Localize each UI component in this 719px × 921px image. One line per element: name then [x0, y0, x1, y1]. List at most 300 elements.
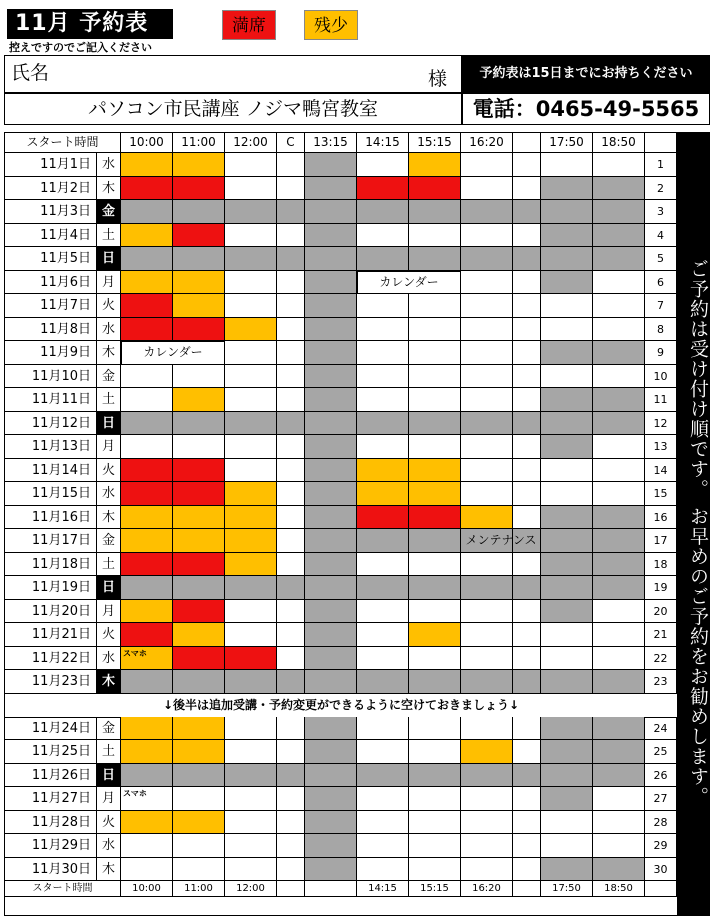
slot-cell[interactable]	[277, 388, 305, 412]
row-date: 11月17日	[5, 529, 97, 553]
slot-cell	[357, 459, 409, 483]
slot-cell	[357, 200, 409, 224]
slot-cell	[225, 670, 277, 694]
slot-cell[interactable]	[513, 647, 541, 671]
slot-cell	[305, 600, 357, 624]
slot-cell[interactable]	[225, 623, 277, 647]
row-number: 19	[645, 576, 677, 600]
slot-cell	[173, 623, 225, 647]
row-weekday: 水	[97, 482, 121, 506]
slot-cell[interactable]	[461, 553, 513, 577]
row-date: 11月28日	[5, 811, 97, 835]
slot-cell[interactable]	[225, 858, 277, 882]
smartphone-tag: スマホ	[123, 648, 147, 658]
slot-cell	[225, 247, 277, 271]
slot-cell[interactable]	[513, 341, 541, 365]
slot-cell[interactable]	[461, 858, 513, 882]
divider-note: ↓後半は追加受講・予約変更ができるように空けておきましょう↓	[5, 694, 677, 718]
slot-cell[interactable]	[513, 482, 541, 506]
slot-cell[interactable]	[513, 388, 541, 412]
slot-cell[interactable]	[593, 811, 645, 835]
slot-cell[interactable]	[225, 365, 277, 389]
slot-cell[interactable]	[121, 388, 173, 412]
row-date: 11月25日	[5, 740, 97, 764]
slot-cell[interactable]	[277, 787, 305, 811]
slot-cell	[541, 576, 593, 600]
slot-cell[interactable]	[541, 623, 593, 647]
slot-cell	[305, 647, 357, 671]
slot-cell	[593, 388, 645, 412]
row-weekday: 月	[97, 435, 121, 459]
slot-cell[interactable]	[461, 435, 513, 459]
slot-cell[interactable]	[409, 834, 461, 858]
slot-cell[interactable]	[277, 224, 305, 248]
slot-cell[interactable]	[513, 224, 541, 248]
slot-cell[interactable]	[541, 647, 593, 671]
row-weekday: 土	[97, 553, 121, 577]
slot-cell[interactable]	[277, 177, 305, 201]
slot-cell[interactable]	[277, 811, 305, 835]
slot-cell	[173, 294, 225, 318]
slot-cell[interactable]	[513, 459, 541, 483]
name-label: 氏名	[11, 62, 50, 84]
slot-cell[interactable]	[357, 153, 409, 177]
slot-cell[interactable]	[357, 787, 409, 811]
row-number: 15	[645, 482, 677, 506]
slot-cell[interactable]	[513, 717, 541, 741]
slot-cell	[541, 247, 593, 271]
row-number: 25	[645, 740, 677, 764]
slot-cell[interactable]	[513, 787, 541, 811]
header-time	[513, 133, 541, 153]
slot-cell[interactable]	[513, 600, 541, 624]
row-date: 11月8日	[5, 318, 97, 342]
slot-cell[interactable]	[225, 787, 277, 811]
slot-cell[interactable]	[357, 717, 409, 741]
slot-cell[interactable]	[409, 365, 461, 389]
row-number: 13	[645, 435, 677, 459]
slot-cell[interactable]	[357, 834, 409, 858]
slot-cell[interactable]	[277, 341, 305, 365]
slot-cell[interactable]	[277, 294, 305, 318]
slot-cell	[173, 670, 225, 694]
slot-cell[interactable]	[541, 294, 593, 318]
row-number: 20	[645, 600, 677, 624]
slot-cell	[121, 811, 173, 835]
slot-cell[interactable]	[173, 834, 225, 858]
slot-cell	[541, 787, 593, 811]
slot-cell	[173, 412, 225, 436]
slot-cell	[541, 670, 593, 694]
slot-cell[interactable]	[357, 365, 409, 389]
page-title: 11月 予約表	[7, 9, 173, 39]
slot-cell[interactable]	[461, 341, 513, 365]
slot-cell[interactable]	[277, 271, 305, 295]
slot-cell	[121, 318, 173, 342]
slot-cell[interactable]	[593, 623, 645, 647]
slot-cell[interactable]	[593, 153, 645, 177]
slot-cell[interactable]	[513, 623, 541, 647]
slot-cell[interactable]	[225, 177, 277, 201]
slot-cell[interactable]	[461, 787, 513, 811]
slot-cell[interactable]	[277, 318, 305, 342]
slot-cell[interactable]	[225, 388, 277, 412]
slot-cell	[357, 576, 409, 600]
slot-cell[interactable]	[357, 623, 409, 647]
slot-cell[interactable]	[173, 858, 225, 882]
slot-cell[interactable]	[121, 435, 173, 459]
slot-cell	[305, 553, 357, 577]
slot-cell[interactable]	[357, 553, 409, 577]
slot-cell	[305, 459, 357, 483]
slot-cell	[173, 600, 225, 624]
slot-cell[interactable]	[225, 341, 277, 365]
slot-cell[interactable]	[409, 553, 461, 577]
slot-cell[interactable]	[277, 834, 305, 858]
slot-cell	[541, 341, 593, 365]
slot-cell[interactable]	[225, 435, 277, 459]
slot-cell[interactable]	[461, 811, 513, 835]
slot-cell[interactable]	[461, 834, 513, 858]
slot-cell	[173, 247, 225, 271]
slot-cell	[357, 764, 409, 788]
row-weekday: 金	[97, 717, 121, 741]
slot-cell[interactable]	[461, 271, 513, 295]
slot-cell	[173, 177, 225, 201]
slot-cell[interactable]	[461, 717, 513, 741]
slot-cell	[409, 153, 461, 177]
row-date: 11月24日	[5, 717, 97, 741]
slot-cell[interactable]	[357, 388, 409, 412]
slot-cell[interactable]	[593, 482, 645, 506]
slot-cell	[225, 764, 277, 788]
slot-cell	[225, 506, 277, 530]
slot-cell[interactable]	[409, 435, 461, 459]
slot-cell	[305, 482, 357, 506]
slot-cell	[461, 200, 513, 224]
slot-cell[interactable]	[409, 600, 461, 624]
slot-cell	[541, 435, 593, 459]
row-weekday: 火	[97, 623, 121, 647]
slot-cell[interactable]	[225, 459, 277, 483]
slot-cell[interactable]	[461, 623, 513, 647]
slot-cell[interactable]	[513, 553, 541, 577]
slot-cell[interactable]	[173, 787, 225, 811]
footer-time: 11:00	[173, 881, 225, 897]
row-date: 11月10日	[5, 365, 97, 389]
slot-cell[interactable]	[357, 858, 409, 882]
slot-cell[interactable]	[461, 294, 513, 318]
slot-cell	[173, 224, 225, 248]
row-date: 11月5日	[5, 247, 97, 271]
slot-cell[interactable]	[173, 365, 225, 389]
slot-cell	[541, 506, 593, 530]
row-number: 4	[645, 224, 677, 248]
slot-cell[interactable]	[513, 177, 541, 201]
slot-cell[interactable]	[277, 600, 305, 624]
row-date: 11月7日	[5, 294, 97, 318]
slot-cell[interactable]	[225, 224, 277, 248]
slot-cell[interactable]	[277, 435, 305, 459]
slot-cell[interactable]	[461, 647, 513, 671]
slot-cell[interactable]	[513, 365, 541, 389]
slot-cell[interactable]	[513, 834, 541, 858]
slot-cell[interactable]	[225, 600, 277, 624]
slot-cell	[593, 224, 645, 248]
slot-cell[interactable]	[593, 787, 645, 811]
slot-cell	[277, 247, 305, 271]
slot-cell	[225, 318, 277, 342]
footer-time: 10:00	[121, 881, 173, 897]
slot-cell	[121, 740, 173, 764]
slot-cell[interactable]	[461, 459, 513, 483]
slot-cell[interactable]	[121, 858, 173, 882]
slot-cell	[305, 435, 357, 459]
slot-cell	[513, 412, 541, 436]
slot-cell	[225, 412, 277, 436]
slot-cell	[305, 412, 357, 436]
slot-cell[interactable]	[277, 153, 305, 177]
slot-cell	[305, 365, 357, 389]
slot-cell[interactable]	[357, 318, 409, 342]
slot-cell[interactable]	[593, 294, 645, 318]
slot-cell	[593, 576, 645, 600]
slot-cell	[173, 647, 225, 671]
phone-number: 電話：0465-49-5565	[462, 93, 710, 125]
slot-cell[interactable]	[357, 294, 409, 318]
slot-cell[interactable]	[461, 600, 513, 624]
slot-cell	[225, 576, 277, 600]
slot-cell	[541, 412, 593, 436]
slot-cell[interactable]	[409, 811, 461, 835]
row-weekday: 水	[97, 318, 121, 342]
footer-corner: スタート時間	[5, 881, 121, 897]
slot-cell[interactable]	[513, 740, 541, 764]
slot-cell	[173, 482, 225, 506]
slot-cell[interactable]	[409, 787, 461, 811]
slot-cell	[357, 670, 409, 694]
slot-cell[interactable]	[357, 811, 409, 835]
slot-cell[interactable]	[277, 858, 305, 882]
slot-cell[interactable]	[513, 318, 541, 342]
slot-cell[interactable]	[277, 529, 305, 553]
slot-cell[interactable]	[277, 647, 305, 671]
slot-cell	[593, 412, 645, 436]
slot-cell	[593, 764, 645, 788]
subnote: 控えですのでご記入ください	[9, 41, 152, 54]
slot-cell	[173, 576, 225, 600]
slot-cell	[121, 553, 173, 577]
slot-cell	[593, 740, 645, 764]
row-number: 9	[645, 341, 677, 365]
slot-cell	[121, 623, 173, 647]
slot-cell	[305, 271, 357, 295]
row-weekday: 月	[97, 787, 121, 811]
slot-cell	[277, 670, 305, 694]
header-time: 10:00	[121, 133, 173, 153]
slot-cell[interactable]	[593, 459, 645, 483]
deadline-notice: 予約表は15日までにお持ちください	[462, 55, 710, 93]
slot-cell[interactable]	[225, 740, 277, 764]
slot-cell[interactable]	[593, 435, 645, 459]
slot-cell	[409, 412, 461, 436]
slot-cell[interactable]	[409, 341, 461, 365]
slot-cell[interactable]	[541, 834, 593, 858]
slot-cell[interactable]	[541, 365, 593, 389]
slot-cell[interactable]	[277, 623, 305, 647]
slot-cell	[461, 576, 513, 600]
slot-cell[interactable]	[513, 435, 541, 459]
slot-cell[interactable]	[593, 647, 645, 671]
slot-cell[interactable]	[513, 153, 541, 177]
slot-cell[interactable]	[409, 388, 461, 412]
slot-cell	[225, 200, 277, 224]
slot-cell[interactable]	[461, 224, 513, 248]
row-number: 27	[645, 787, 677, 811]
row-number: 12	[645, 412, 677, 436]
row-number: 7	[645, 294, 677, 318]
slot-cell[interactable]	[513, 811, 541, 835]
slot-cell[interactable]	[225, 294, 277, 318]
row-weekday: 土	[97, 740, 121, 764]
calendar-label: カレンダー	[121, 341, 225, 365]
header-corner: スタート時間	[5, 133, 121, 153]
slot-cell	[173, 529, 225, 553]
slot-cell	[225, 553, 277, 577]
slot-cell[interactable]	[593, 365, 645, 389]
slot-cell[interactable]	[357, 647, 409, 671]
slot-cell	[513, 576, 541, 600]
slot-cell[interactable]	[225, 153, 277, 177]
row-number: 30	[645, 858, 677, 882]
footer-time: 17:50	[541, 881, 593, 897]
slot-cell[interactable]	[461, 388, 513, 412]
slot-cell	[121, 153, 173, 177]
slot-cell[interactable]	[541, 153, 593, 177]
row-number: 24	[645, 717, 677, 741]
slot-cell[interactable]	[409, 647, 461, 671]
slot-cell	[409, 247, 461, 271]
slot-cell	[541, 271, 593, 295]
slot-cell	[305, 506, 357, 530]
slot-cell[interactable]	[541, 318, 593, 342]
row-weekday: 土	[97, 224, 121, 248]
row-weekday: 火	[97, 294, 121, 318]
slot-cell[interactable]	[541, 459, 593, 483]
slot-cell[interactable]	[461, 153, 513, 177]
slot-cell[interactable]	[173, 435, 225, 459]
slot-cell[interactable]	[409, 294, 461, 318]
slot-cell[interactable]	[277, 740, 305, 764]
header-time: 18:50	[593, 133, 645, 153]
slot-cell[interactable]	[541, 482, 593, 506]
slot-cell[interactable]	[461, 177, 513, 201]
slot-cell[interactable]	[409, 717, 461, 741]
row-number: 26	[645, 764, 677, 788]
slot-cell[interactable]	[357, 740, 409, 764]
slot-cell[interactable]	[121, 365, 173, 389]
slot-cell	[357, 482, 409, 506]
slot-cell[interactable]	[277, 459, 305, 483]
slot-cell[interactable]	[409, 224, 461, 248]
slot-cell[interactable]	[225, 271, 277, 295]
slot-cell[interactable]	[409, 858, 461, 882]
slot-cell	[409, 177, 461, 201]
slot-cell[interactable]	[461, 482, 513, 506]
slot-cell[interactable]	[513, 294, 541, 318]
slot-cell[interactable]	[541, 811, 593, 835]
slot-cell[interactable]	[225, 834, 277, 858]
slot-cell[interactable]	[461, 318, 513, 342]
row-number: 6	[645, 271, 677, 295]
row-weekday: 日	[97, 247, 121, 271]
slot-cell[interactable]	[593, 318, 645, 342]
slot-cell[interactable]	[357, 341, 409, 365]
slot-cell[interactable]	[277, 553, 305, 577]
slot-cell	[225, 529, 277, 553]
slot-cell[interactable]	[357, 224, 409, 248]
slot-cell	[225, 647, 277, 671]
footer-num	[645, 881, 677, 897]
slot-cell	[121, 271, 173, 295]
slot-cell[interactable]	[277, 717, 305, 741]
legend-full: 満席	[222, 10, 276, 40]
slot-cell	[513, 247, 541, 271]
slot-cell	[461, 506, 513, 530]
slot-cell	[173, 459, 225, 483]
header-time: 17:50	[541, 133, 593, 153]
slot-cell	[121, 576, 173, 600]
row-number: 1	[645, 153, 677, 177]
slot-cell	[173, 318, 225, 342]
slot-cell[interactable]	[593, 834, 645, 858]
slot-cell[interactable]	[277, 482, 305, 506]
slot-cell	[173, 740, 225, 764]
row-date: 11月6日	[5, 271, 97, 295]
slot-cell	[173, 388, 225, 412]
slot-cell[interactable]	[409, 318, 461, 342]
slot-cell	[305, 341, 357, 365]
footer-time	[305, 881, 357, 897]
row-number: 28	[645, 811, 677, 835]
slot-cell[interactable]	[277, 365, 305, 389]
slot-cell[interactable]	[593, 600, 645, 624]
slot-cell	[305, 740, 357, 764]
slot-cell[interactable]	[357, 600, 409, 624]
schedule-table	[4, 132, 678, 916]
slot-cell[interactable]	[513, 858, 541, 882]
row-weekday: 土	[97, 388, 121, 412]
slot-cell[interactable]	[593, 271, 645, 295]
slot-cell[interactable]	[357, 435, 409, 459]
footer-time: 16:20	[461, 881, 513, 897]
slot-cell[interactable]	[225, 811, 277, 835]
slot-cell	[305, 177, 357, 201]
row-number: 18	[645, 553, 677, 577]
slot-cell	[121, 459, 173, 483]
slot-cell[interactable]	[513, 506, 541, 530]
slot-cell[interactable]	[121, 834, 173, 858]
slot-cell[interactable]	[513, 271, 541, 295]
slot-cell[interactable]	[277, 506, 305, 530]
slot-cell[interactable]	[409, 740, 461, 764]
slot-cell	[593, 858, 645, 882]
slot-cell[interactable]	[225, 717, 277, 741]
slot-cell[interactable]	[461, 365, 513, 389]
row-date: 11月18日	[5, 553, 97, 577]
row-date: 11月26日	[5, 764, 97, 788]
name-field[interactable]	[4, 55, 462, 93]
